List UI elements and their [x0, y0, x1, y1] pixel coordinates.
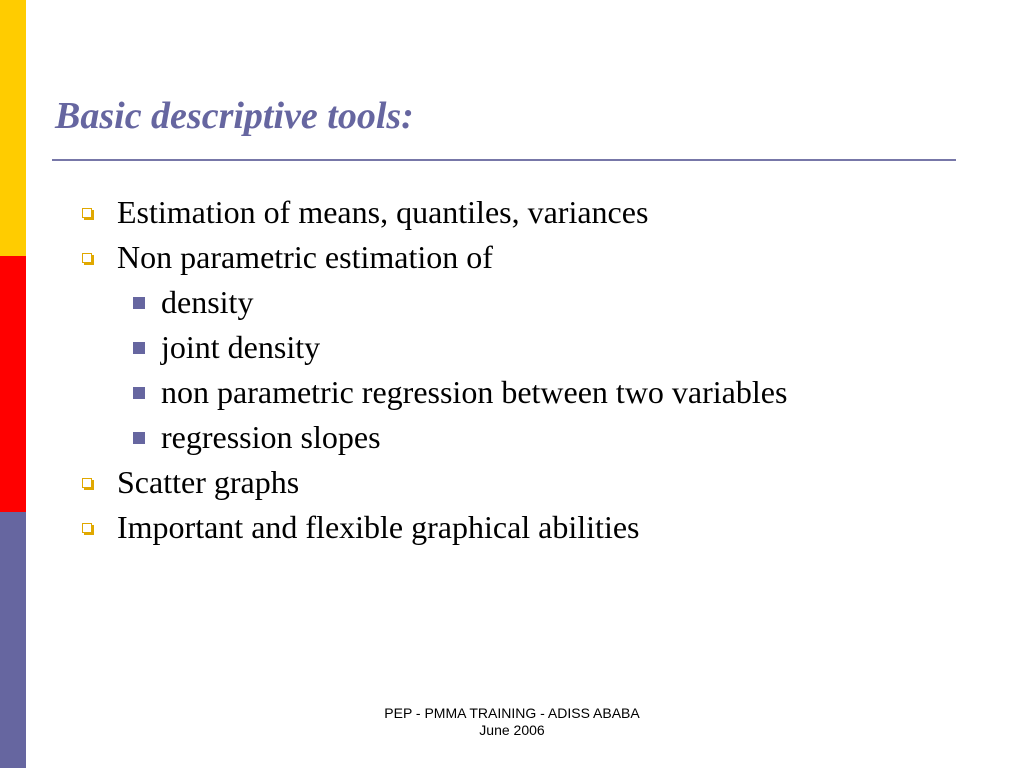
- sub-bullet-text: non parametric regression between two variables: [161, 374, 788, 410]
- sub-bullet-item: [0, 415, 787, 460]
- sub-bullet-item: [0, 370, 787, 415]
- title-divider: [52, 159, 956, 161]
- side-bar-purple: [0, 512, 26, 768]
- footer-line-2: June 2006: [479, 722, 545, 738]
- bullet-item: [0, 505, 787, 550]
- bullet-item: [0, 190, 787, 235]
- sub-bullet-text: density: [161, 284, 254, 320]
- hollow-square-bullet-icon: [82, 478, 92, 488]
- sub-bullet-item: [0, 325, 787, 370]
- bullet-text: Estimation of means, quantiles, variances: [117, 194, 649, 230]
- solid-square-bullet-icon: [133, 432, 145, 444]
- bullet-text: Non parametric estimation of: [117, 239, 493, 275]
- sub-bullet-text: joint density: [161, 329, 321, 365]
- bullet-text: Important and flexible graphical abilities: [117, 509, 640, 545]
- solid-square-bullet-icon: [133, 297, 145, 309]
- slide-title: Basic descriptive tools:: [55, 95, 414, 137]
- bullet-text: Scatter graphs: [117, 464, 300, 500]
- solid-square-bullet-icon: [133, 342, 145, 354]
- footer-line-1: PEP - PMMA TRAINING - ADISS ABABA: [384, 705, 640, 721]
- sub-bullet-text: regression slopes: [161, 419, 381, 455]
- hollow-square-bullet-icon: [82, 523, 92, 533]
- hollow-square-bullet-icon: [82, 208, 92, 218]
- bullet-item: [0, 235, 787, 280]
- hollow-square-bullet-icon: [82, 253, 92, 263]
- bullet-item: [0, 460, 787, 505]
- sub-bullet-item: [0, 280, 787, 325]
- slide-footer: [312, 705, 712, 739]
- solid-square-bullet-icon: [133, 387, 145, 399]
- bullet-list: [0, 190, 787, 550]
